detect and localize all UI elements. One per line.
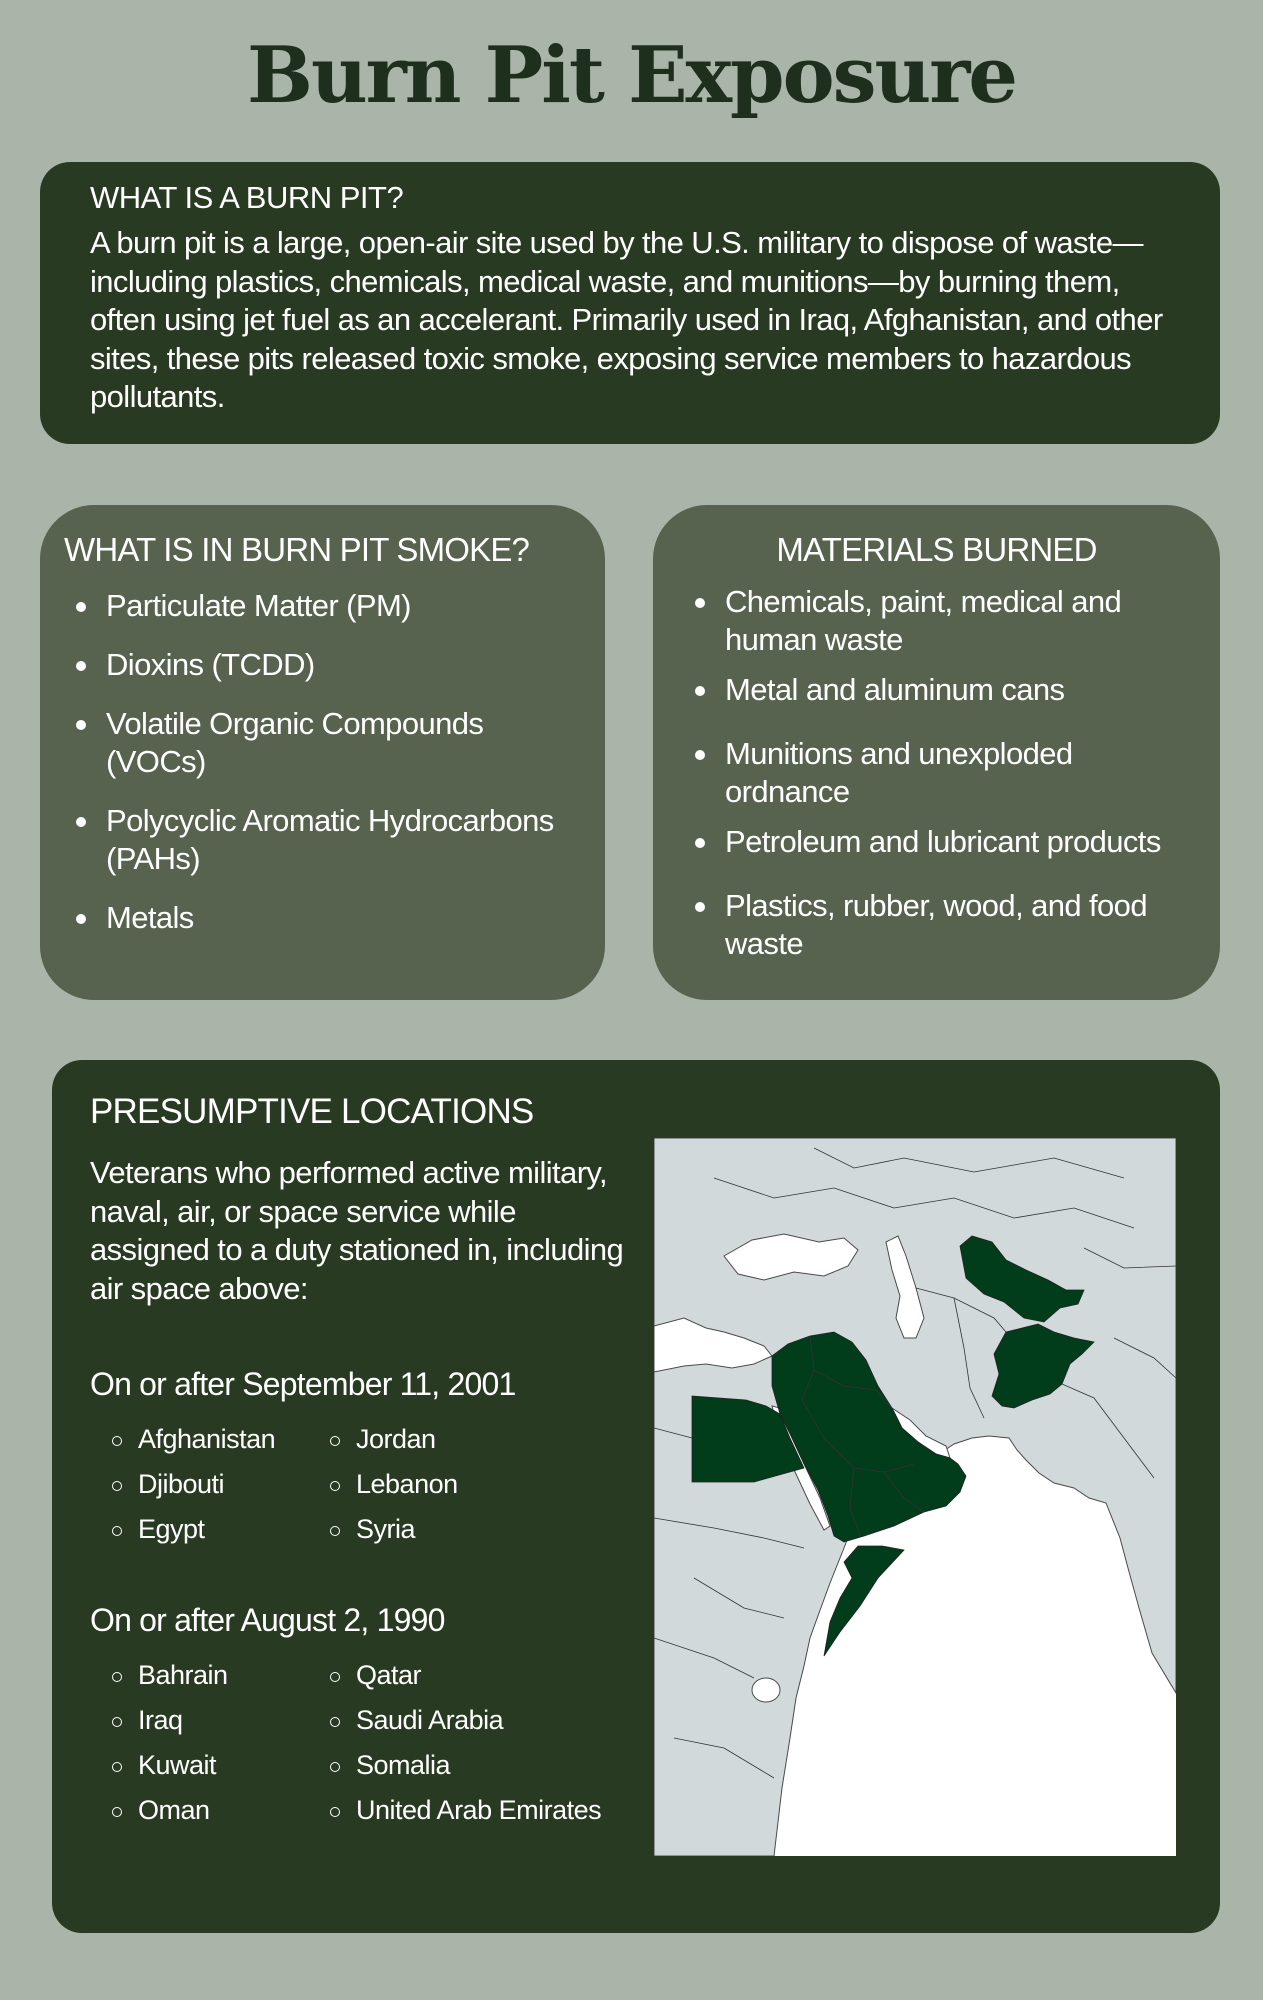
smoke-contents-card bbox=[40, 505, 605, 1000]
period-1990-label: On or after August 2, 1990 bbox=[90, 1602, 445, 1638]
list-item: Petroleum and lubricant products bbox=[693, 823, 1190, 861]
country-item: Bahrain bbox=[112, 1653, 330, 1698]
country-item: Djibouti bbox=[112, 1462, 330, 1507]
country-item: Saudi Arabia bbox=[330, 1698, 601, 1743]
materials-heading: MATERIALS BURNED bbox=[776, 531, 1097, 568]
country-item: United Arab Emirates bbox=[330, 1788, 601, 1833]
country-item: Egypt bbox=[112, 1507, 330, 1552]
country-item: Kuwait bbox=[112, 1743, 330, 1788]
list-item: Plastics, rubber, wood, and food waste bbox=[693, 887, 1190, 963]
map-lake bbox=[752, 1678, 780, 1702]
country-item: Jordan bbox=[330, 1417, 458, 1462]
what-body: A burn pit is a large, open-air site used by the U.S. military to dispose of waste—including plastics, chemicals, medical waste, and munitions—by burning them, often using jet fuel as an accelerant. Primarily used in Iraq, Afghanistan, and other sites, these pits released toxic smoke, exposing service members to hazardous pollutants. bbox=[90, 225, 1163, 414]
country-item: Syria bbox=[330, 1507, 458, 1552]
list-item: Chemicals, paint, medical and human waste bbox=[693, 583, 1190, 659]
list-item: Polycyclic Aromatic Hydrocarbons (PAHs) bbox=[74, 802, 581, 878]
country-item: Somalia bbox=[330, 1743, 601, 1788]
list-item: Metal and aluminum cans bbox=[693, 671, 1190, 709]
materials-burned-card bbox=[653, 505, 1220, 1000]
locations-intro: Veterans who performed active military, naval, air, or space service while assigned to a duty stationed in, including air space above: bbox=[90, 1155, 624, 1306]
list-item: Particulate Matter (PM) bbox=[74, 587, 581, 625]
map-svg bbox=[654, 1138, 1176, 1856]
country-item: Oman bbox=[112, 1788, 330, 1833]
page-title: Burn Pit Exposure bbox=[247, 30, 1016, 121]
country-item: Iraq bbox=[112, 1698, 330, 1743]
what-heading: WHAT IS A BURN PIT? bbox=[90, 180, 404, 215]
smoke-list bbox=[64, 587, 581, 937]
country-item: Afghanistan bbox=[112, 1417, 330, 1462]
smoke-heading: WHAT IS IN BURN PIT SMOKE? bbox=[64, 531, 530, 568]
materials-list bbox=[683, 583, 1190, 963]
middle-east-map bbox=[654, 1138, 1176, 1856]
list-item: Volatile Organic Compounds (VOCs) bbox=[74, 705, 581, 781]
period-2001-label: On or after September 11, 2001 bbox=[90, 1366, 516, 1402]
locations-heading: PRESUMPTIVE LOCATIONS bbox=[90, 1092, 534, 1131]
list-item: Dioxins (TCDD) bbox=[74, 646, 581, 684]
what-is-burn-pit-card bbox=[40, 162, 1220, 444]
list-item: Metals bbox=[74, 899, 581, 937]
country-item: Qatar bbox=[330, 1653, 601, 1698]
country-item: Lebanon bbox=[330, 1462, 458, 1507]
list-item: Munitions and unexploded ordnance bbox=[693, 735, 1190, 811]
